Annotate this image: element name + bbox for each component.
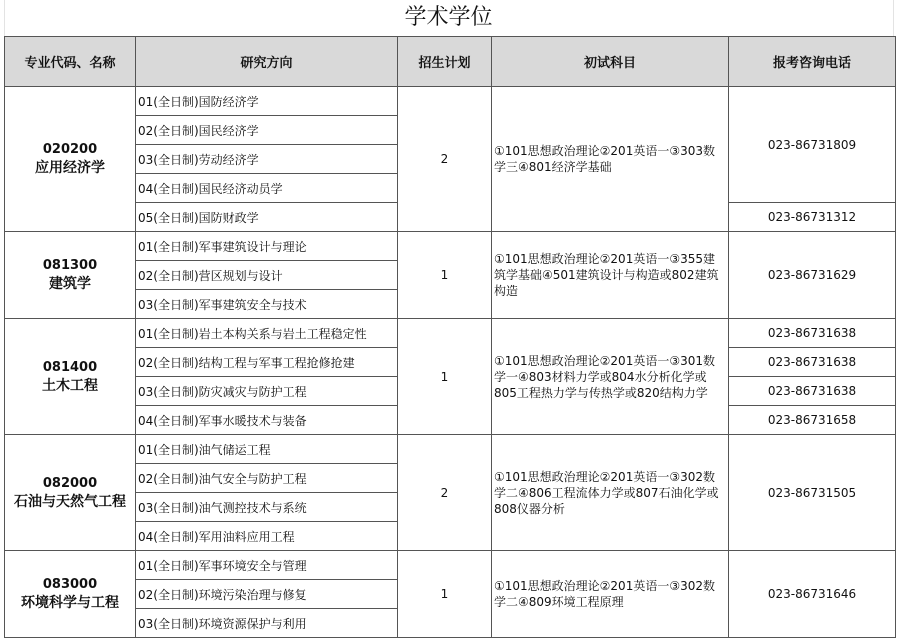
page-title: 学术学位 <box>404 5 493 30</box>
phone-cell: 023-86731638 <box>729 348 896 377</box>
plan-cell: 1 <box>398 232 492 319</box>
header-exam: 初试科目 <box>492 37 729 87</box>
phone-cell: 023-86731629 <box>729 232 896 319</box>
exam-cell: ①101思想政治理论②201英语一③355建筑学基础④501建筑设计与构造或802建筑构造 <box>492 232 729 319</box>
direction-cell: 04(全日制)军用油料应用工程 <box>136 522 398 551</box>
header-major: 专业代码、名称 <box>5 37 136 87</box>
major-code: 082000 <box>42 475 98 491</box>
plan-cell: 2 <box>398 435 492 551</box>
header-plan: 招生计划 <box>398 37 492 87</box>
direction-cell: 01(全日制)国防经济学 <box>136 87 398 116</box>
major-name: 建筑学 <box>49 276 91 292</box>
table-row <box>5 435 896 464</box>
direction-cell: 02(全日制)营区规划与设计 <box>136 261 398 290</box>
exam-cell: ①101思想政治理论②201英语一③302数学二④806工程流体力学或807石油化学或808仪器分析 <box>492 435 729 551</box>
phone-cell: 023-86731505 <box>729 435 896 551</box>
major-name: 土木工程 <box>42 377 98 394</box>
major-name: 应用经济学 <box>35 160 105 176</box>
phone-cell: 023-86731658 <box>729 406 896 435</box>
direction-cell: 02(全日制)国民经济学 <box>136 116 398 145</box>
table-row <box>5 319 896 348</box>
direction-cell: 02(全日制)油气安全与防护工程 <box>136 464 398 493</box>
plan-cell: 2 <box>398 87 492 232</box>
header-row <box>5 37 896 87</box>
major-cell <box>5 87 136 232</box>
direction-cell: 02(全日制)环境污染治理与修复 <box>136 580 398 609</box>
table-row <box>5 551 896 580</box>
phone-cell: 023-86731809 <box>729 87 896 203</box>
major-code: 020200 <box>42 142 98 157</box>
exam-cell: ①101思想政治理论②201英语一③303数学三④801经济学基础 <box>492 87 729 232</box>
header-direction: 研究方向 <box>136 37 398 87</box>
major-cell <box>5 435 136 551</box>
direction-cell: 05(全日制)国防财政学 <box>136 203 398 232</box>
direction-cell: 03(全日制)军事建筑安全与技术 <box>136 290 398 319</box>
phone-cell: 023-86731638 <box>729 319 896 348</box>
major-cell <box>5 232 136 319</box>
direction-cell: 01(全日制)油气储运工程 <box>136 435 398 464</box>
direction-cell: 03(全日制)防灾减灾与防护工程 <box>136 377 398 406</box>
exam-cell: ①101思想政治理论②201英语一③302数学二④809环境工程原理 <box>492 551 729 638</box>
direction-cell: 01(全日制)岩土本构关系与岩土工程稳定性 <box>136 319 398 348</box>
major-name: 环境科学与工程 <box>21 595 119 611</box>
major-name: 石油与天然气工程 <box>14 493 126 510</box>
major-cell <box>5 319 136 435</box>
sheet-gridline <box>4 0 5 36</box>
direction-cell: 04(全日制)军事水暖技术与装备 <box>136 406 398 435</box>
major-code: 081300 <box>42 258 98 273</box>
header-phone: 报考咨询电话 <box>729 37 896 87</box>
direction-cell: 01(全日制)军事建筑设计与理论 <box>136 232 398 261</box>
direction-cell: 03(全日制)环境资源保护与利用 <box>136 609 398 638</box>
plan-cell: 1 <box>398 551 492 638</box>
admissions-table <box>4 36 896 638</box>
phone-cell: 023-86731638 <box>729 377 896 406</box>
direction-cell: 04(全日制)国民经济动员学 <box>136 174 398 203</box>
exam-cell: ①101思想政治理论②201英语一③301数学一④803材料力学或804水分析化学或805工程热力学与传热学或820结构力学 <box>492 319 729 435</box>
sheet-gridline <box>893 0 894 36</box>
major-code: 083000 <box>42 577 98 592</box>
direction-cell: 01(全日制)军事环境安全与管理 <box>136 551 398 580</box>
major-code: 081400 <box>42 359 98 375</box>
phone-cell: 023-86731312 <box>729 203 896 232</box>
plan-cell: 1 <box>398 319 492 435</box>
phone-cell: 023-86731646 <box>729 551 896 638</box>
direction-cell: 02(全日制)结构工程与军事工程抢修抢建 <box>136 348 398 377</box>
direction-cell: 03(全日制)劳动经济学 <box>136 145 398 174</box>
table-row <box>5 87 896 116</box>
table-row <box>5 232 896 261</box>
major-cell <box>5 551 136 638</box>
direction-cell: 03(全日制)油气测控技术与系统 <box>136 493 398 522</box>
